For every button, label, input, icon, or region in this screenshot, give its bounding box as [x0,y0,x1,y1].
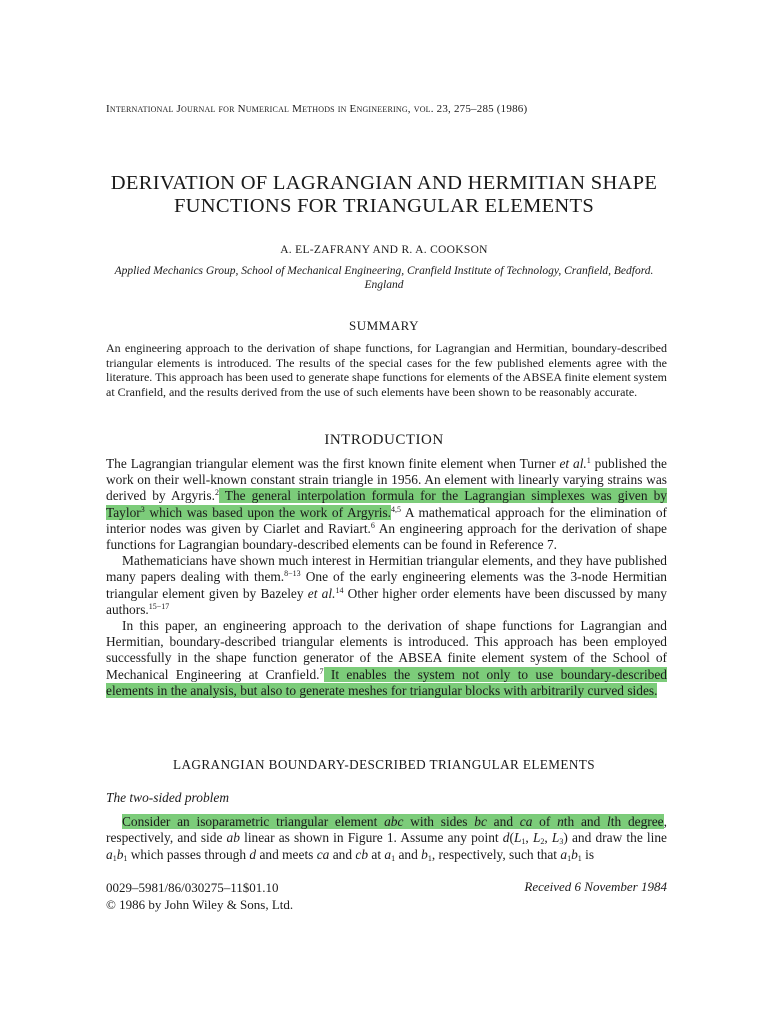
journal-name: International Journal for Numerical Methods in Engineering, [106,103,411,115]
highlight-meshes: It enables the system not only to use boundary-described elements in the analysis, but also to generate meshes for triangular blocks with arbitrarily curved sides. [106,666,667,698]
section-body [106,814,667,863]
affiliation-line-1: Applied Mechanics Group, School of Mechanical Engineering, Cranfield Institute of Technology, Cranfield, Bedford. [114,265,654,277]
paper-title [100,172,668,218]
journal-header [106,103,666,115]
highlight-isoparametric: Consider an isoparametric triangular element abc with sides bc and ca of nth and lth degree [122,814,664,829]
journal-volume: vol. 23, 275–285 (1986) [413,103,528,115]
footer-left [106,879,293,913]
subsection-heading: The two-sided problem [106,790,229,805]
received-date: Received 6 November 1984 [524,879,667,894]
copyright-notice: © 1986 by John Wiley & Sons, Ltd. [106,897,294,912]
intro-paragraph-3: In this paper, an engineering approach to the derivation of shape functions for Lagrangian and Hermitian, boundary-described triangular elements is introduced. This approach has been employed successfully in the shape function generator of the ABSEA finite element system of the School of Mechanical Engineering at Cranfield.$^7$ It enables the system not only to use boundary-described elements in the analysis, but also to generate meshes for triangular blocks with arbitrarily curved sides. [106,618,667,698]
title-line-2: FUNCTIONS FOR TRIANGULAR ELEMENTS [173,195,595,217]
summary-text: An engineering approach to the derivation of shape functions, for Lagrangian and Hermitian, boundary-described triangular elements is introduced. The results of the special cases for the few published elements agree with the literature. This approach has been used to generate shape functions for elements of the ABSEA finite element system at Cranfield, and the results derived from the use of such elements have been shown to be reasonably accurate. [106,341,667,399]
title-line-1: DERIVATION OF LAGRANGIAN AND HERMITIAN SHAPE [110,172,658,194]
summary-heading: SUMMARY [349,318,419,333]
introduction-heading: INTRODUCTION [324,432,444,448]
authors: A. EL-ZAFRANY AND R. A. COOKSON [280,244,488,256]
article-code: 0029–5981/86/030275–11$01.10 [106,880,279,895]
highlight-taylor: The general interpolation formula for the Lagrangian simplexes was given by Taylor$^3$ which was based upon the work of Argyris. [106,488,668,520]
section-paragraph-1: Consider an isoparametric triangular element abc with sides bc and ca of nth and lth degree, respectively, and side ab linear as shown in Figure 1. Assume any point $d(L_1$, $L_2$, $L_3$) and draw the line $a_1b_1$ which passes through d and meets ca and cb at $a_1$ and $b_1$, respectively, such that $a_1b_1$ is [106,814,667,863]
affiliation-line-2: England [364,279,404,291]
section-heading: LAGRANGIAN BOUNDARY-DESCRIBED TRIANGULAR ELEMENTS [173,757,595,772]
introduction-body [106,456,667,699]
affiliation [100,264,668,292]
intro-paragraph-1: The Lagrangian triangular element was the first known finite element when Turner et al.$^1$ published the work on their well-known constant strain triangle in 1956. An element with linearly varying strains was derived by Argyris.$^2$ The general interpolation formula for the Lagrangian simplexes was given by Taylor$^3$ which was based upon the work of Argyris.$^{4,5}$ A mathematical approach for the elimination of interior nodes was given by Ciarlet and Raviart.$^6$ An engineering approach for the derivation of shape functions for Lagrangian boundary-described elements can be found in Reference 7. [106,456,668,553]
intro-paragraph-2: Mathematicians have shown much interest in Hermitian triangular elements, and they have published many papers dealing with them.$^{8-13}$ One of the early engineering elements was the 3-node Hermitian triangular element given by Bazeley et al.$^{14}$ Other higher order elements have been discussed by many authors.$^{15-17}$ [106,553,667,617]
